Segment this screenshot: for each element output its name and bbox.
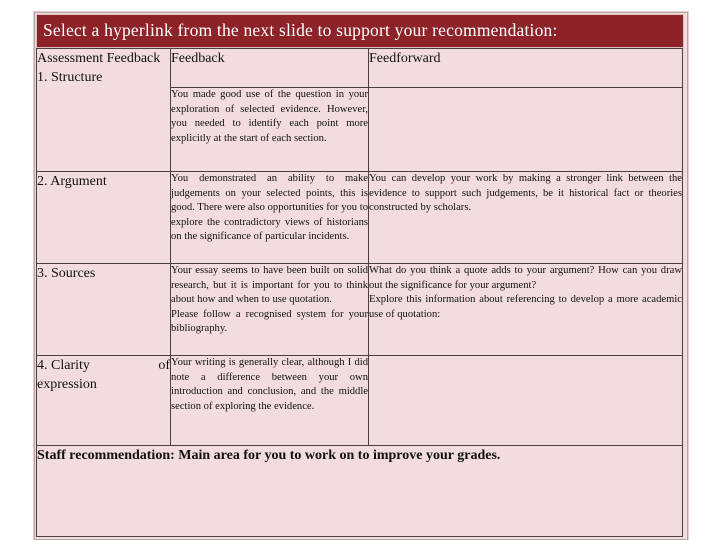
row-label-cell: [37, 356, 171, 446]
table-row: [37, 356, 683, 446]
table-header-row: [37, 49, 683, 88]
feedback-cell: [171, 88, 369, 172]
feedback-cell: [171, 172, 369, 264]
header-feedforward: Feedforward: [369, 51, 441, 66]
assessment-feedback-cell: [37, 49, 171, 172]
feedforward-text: You can develop your work by making a stronger link between the evidence to support such judgements, be it historical fact or theories constructed by scholars.: [369, 173, 682, 213]
row-label-expression: expression: [37, 377, 97, 392]
feedback-cell: [171, 356, 369, 446]
feedforward-text: What do you think a quote adds to your argument? How can you draw out the significance for your argument?: [369, 265, 682, 291]
row-label-sources: 3. Sources: [37, 266, 96, 281]
feedforward-text-extra: Explore this information about referencing to develop a more academic use of quotation:: [369, 294, 682, 320]
feedback-text-extra: Please follow a recognised system for your bibliography.: [171, 308, 368, 334]
banner-title: Select a hyperlink from the next slide to support your recommendation:: [43, 20, 558, 40]
row-label-clarity: 4. Clarity: [37, 358, 90, 373]
table-row: [37, 264, 683, 356]
row-label-clarity-line: [37, 356, 170, 375]
row-label-structure: 1. Structure: [37, 70, 103, 85]
feedforward-cell: [369, 264, 683, 356]
feedback-table: [36, 48, 683, 537]
feedback-cell: [171, 264, 369, 356]
feedforward-cell: [369, 172, 683, 264]
header-feedback-cell: [171, 49, 369, 88]
row-label-cell: [37, 264, 171, 356]
recommendation-cell: [37, 446, 683, 537]
feedforward-cell: [369, 356, 683, 446]
instruction-banner: [36, 14, 684, 48]
row-label-argument: 2. Argument: [37, 174, 107, 189]
feedforward-cell: [369, 88, 683, 172]
row-label-of: of: [158, 358, 170, 373]
header-assessment-feedback: Assessment Feedback: [37, 51, 161, 66]
table-row: [37, 172, 683, 264]
feedback-text: Your essay seems to have been built on solid research, but it is important for you to think about how and when to use quotation.: [171, 265, 368, 305]
feedback-text: Your writing is generally clear, although I did note a difference between your own introduction and conclusion, and the middle section of exploring the evidence.: [171, 357, 368, 412]
feedback-text: You demonstrated an ability to make judgements on your selected points, this is good. There were also opportunities for you to explore the contradictory views of historians on the significance of particular incidents.: [171, 173, 368, 242]
header-feedforward-cell: [369, 49, 683, 88]
feedback-text: You made good use of the question in your exploration of selected evidence. However, you needed to identify each point more explicitly at the start of each section.: [171, 89, 368, 144]
header-feedback: Feedback: [171, 51, 225, 66]
row-label-cell: [37, 172, 171, 264]
recommendation-row: [37, 446, 683, 537]
staff-recommendation: Staff recommendation: Main area for you to work on to improve your grades.: [37, 448, 501, 463]
